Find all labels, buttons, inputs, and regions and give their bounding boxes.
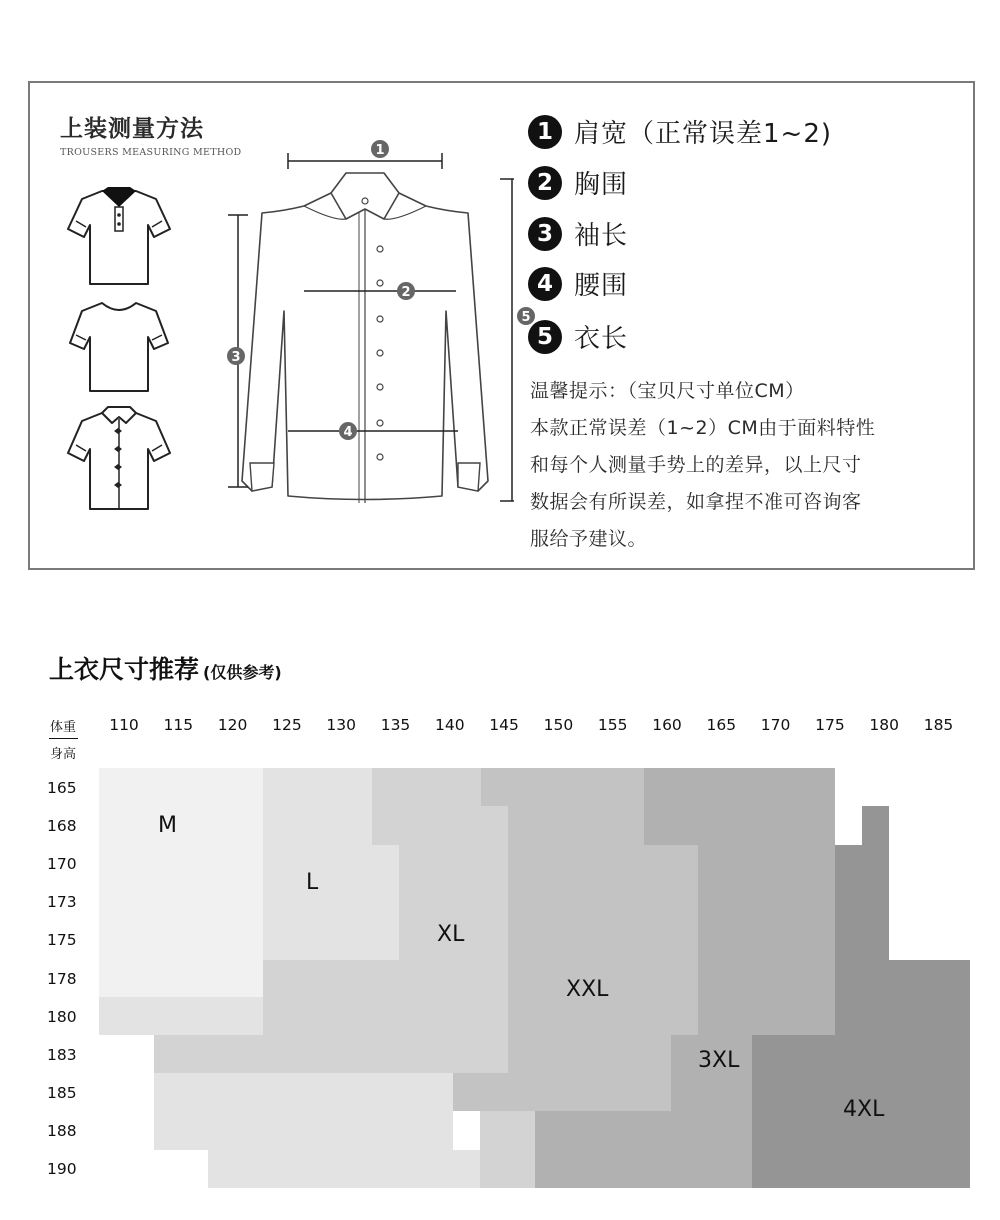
weight-tick-140: 140 [435, 716, 465, 734]
measuring-title: 上装测量方法 [60, 116, 204, 142]
size-region-xxl [508, 845, 698, 1035]
weight-tick-145: 145 [489, 716, 519, 734]
size-region-4xl [862, 806, 889, 845]
size-region-3xl [698, 845, 835, 1035]
weight-tick-160: 160 [652, 716, 682, 734]
size-region-xxl [508, 806, 644, 845]
height-tick-183: 183 [47, 1045, 77, 1064]
legend-label: 腰围 [574, 271, 629, 301]
size-region-l [263, 768, 372, 845]
weight-tick-185: 185 [923, 716, 954, 734]
legend-label: 衣长 [574, 324, 629, 354]
height-tick-188: 188 [47, 1121, 77, 1140]
legend-number-badge: 4 [528, 267, 562, 301]
size-label-xl: XL [437, 922, 465, 947]
height-tick-185: 185 [47, 1083, 77, 1102]
tip-line: 本款正常误差（1~2）CM由于面料特性 [530, 417, 876, 439]
size-region-xxl [508, 1035, 671, 1073]
size-title-text: 上衣尺寸推荐 [49, 655, 200, 684]
height-tick-190: 190 [47, 1160, 77, 1178]
height-axis-label: 身高 [50, 747, 77, 762]
weight-tick-155: 155 [597, 716, 628, 734]
size-region-4xl [835, 845, 889, 960]
height-tick-173: 173 [47, 893, 77, 912]
tip-line: 温馨提示：（宝贝尺寸单位CM） [530, 380, 805, 402]
size-label-m: M [158, 813, 177, 838]
height-tick-175: 175 [47, 931, 77, 950]
tip-line: 数据会有所误差，如拿捏不准可咨询客 [530, 491, 862, 513]
weight-tick-110: 110 [109, 716, 139, 734]
svg-text:3: 3 [231, 350, 241, 365]
legend-number-badge: 1 [528, 115, 562, 149]
weight-axis-label: 体重 [50, 720, 77, 735]
size-region-xxl [453, 1073, 671, 1111]
tip-line: 和每个人测量手势上的差异，以上尺寸 [530, 454, 862, 476]
size-label-xxl: XXL [566, 977, 609, 1002]
size-region-xl [480, 1111, 535, 1188]
measuring-subtitle: TROUSERS MEASURING METHOD [60, 147, 242, 158]
height-tick-180: 180 [47, 1007, 77, 1026]
weight-tick-120: 120 [217, 716, 248, 734]
size-region-m [99, 768, 263, 960]
legend-label: 胸围 [574, 170, 629, 200]
size-region-xl [372, 806, 508, 845]
size-label-4xl: 4XL [843, 1097, 885, 1122]
size-region-3xl [535, 1111, 752, 1188]
size-region-m [99, 960, 263, 997]
weight-tick-115: 115 [163, 716, 194, 734]
size-region-3xl [644, 768, 835, 845]
weight-tick-130: 130 [326, 716, 356, 734]
tip-line: 服给予建议。 [530, 528, 648, 550]
legend-label: 肩宽（正常误差1~2) [574, 119, 833, 149]
weight-tick-150: 150 [543, 716, 574, 734]
svg-text:4: 4 [343, 425, 353, 440]
size-title-note: (仅供参考) [203, 663, 282, 682]
size-label-l: L [306, 870, 319, 895]
height-tick-170: 170 [47, 855, 77, 874]
weight-tick-180: 180 [869, 716, 899, 734]
weight-tick-175: 175 [815, 716, 845, 734]
size-region-xl [154, 1035, 508, 1073]
legend-number-badge: 5 [528, 320, 562, 354]
weight-tick-125: 125 [272, 716, 302, 734]
legend-label: 袖长 [574, 221, 629, 251]
size-region-l [208, 1150, 480, 1188]
weight-tick-135: 135 [380, 716, 411, 734]
svg-text:2: 2 [401, 285, 411, 300]
svg-text:5: 5 [521, 310, 531, 325]
svg-text:1: 1 [375, 143, 385, 158]
size-region-xl [372, 768, 481, 806]
size-region-4xl [835, 960, 970, 1035]
weight-tick-170: 170 [760, 716, 791, 734]
weight-tick-165: 165 [706, 716, 737, 734]
size-region-xxl [481, 768, 644, 806]
legend-number-badge: 2 [528, 166, 562, 200]
height-tick-165: 165 [47, 779, 77, 797]
height-tick-178: 178 [47, 969, 77, 988]
size-region-xl [263, 960, 508, 1035]
size-label-3xl: 3XL [698, 1048, 740, 1073]
height-tick-168: 168 [47, 817, 77, 836]
legend-number-badge: 3 [528, 217, 562, 251]
